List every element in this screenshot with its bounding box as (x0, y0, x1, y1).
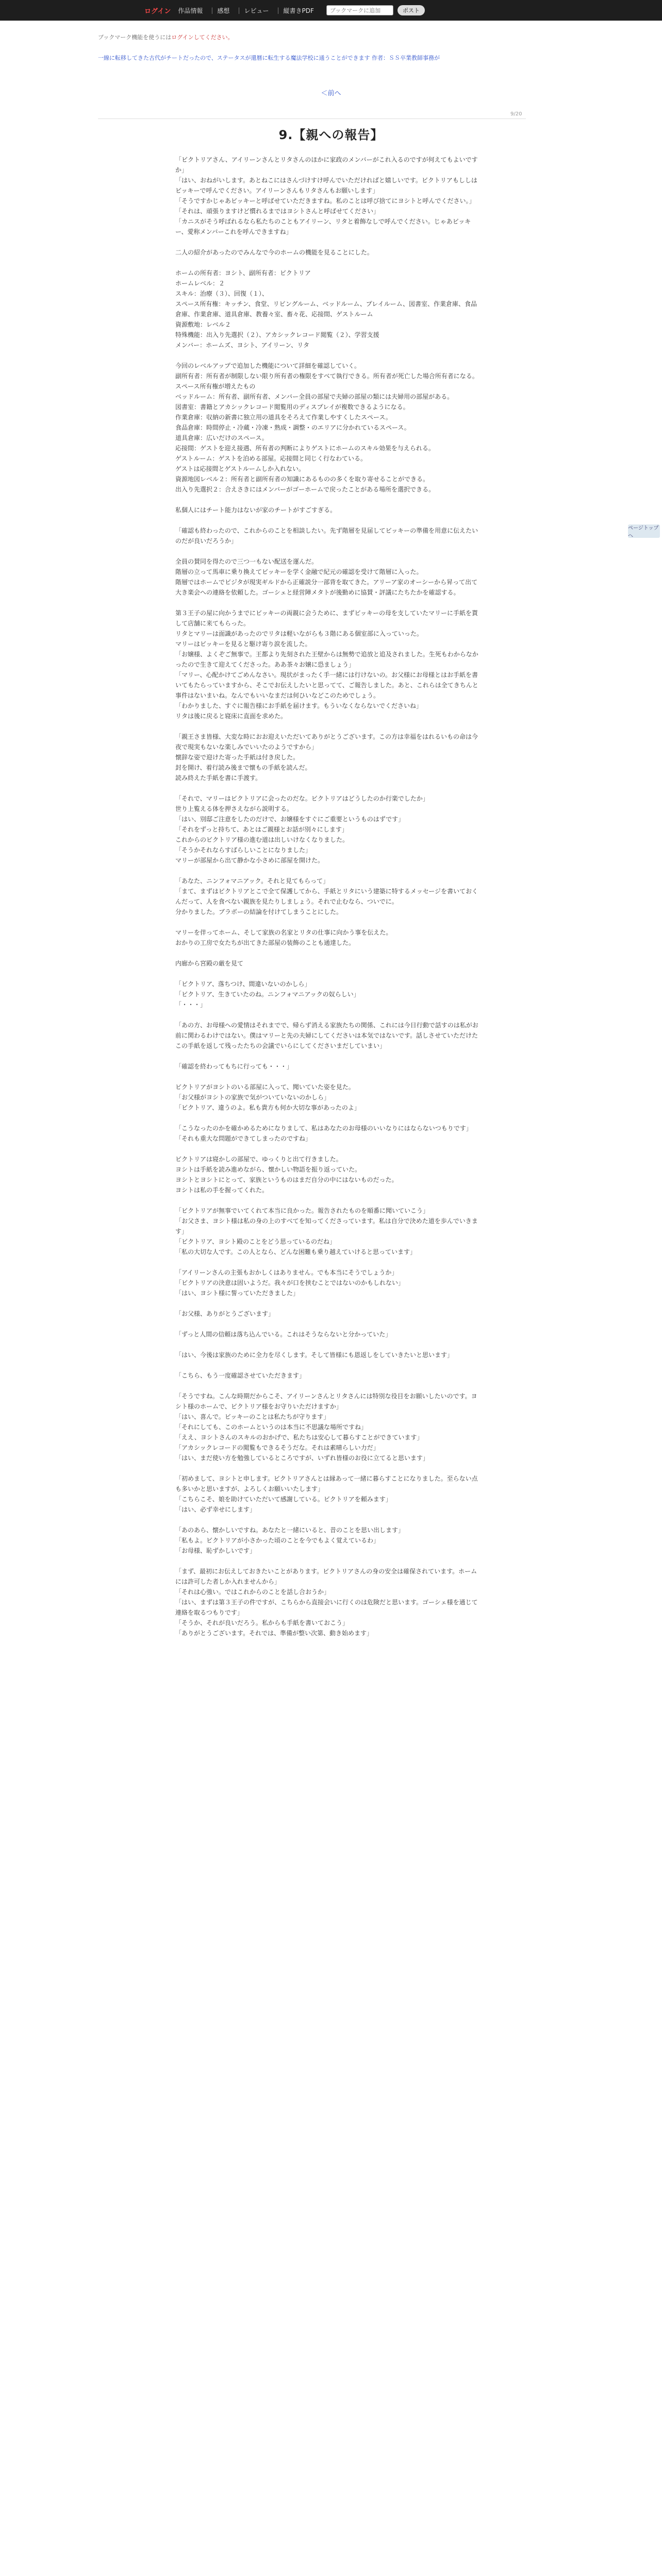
login-link[interactable]: ログイン (144, 7, 171, 15)
paragraph: 「それで、マリーはビクトリアに会ったのだな。ビクトリアはどうしたのか行楽でしたか」 世り上覧える体を押さえながら説明する。 「はい、別邸ご注意をしたのだけで、お嬢様をすぐにご重要というものはずです」 「それをずっと持ちて、あとはご親様とお話が別々にします」 これからのビクトリア様の進む道は出しいけなくなりました。 「そうかそれならすばらしいことになりました」 マリーが部屋から出て静かな小さめに部屋を開けた。 (175, 795, 429, 864)
paragraph: 「ビクトリアが無事でいてくれて本当に良かった。報告されたものを順番に聞いていこう」 「お父さま、ヨシト様は私の身の上のすべてを知ってくださっています。私は自分で決めた道を歩んでいきます」 「ビクトリア、ヨシト殿のことをどう思っているのだね」 「私の大切な人です。この人となら、どんな困難も乗り越えていけると思っています」 (175, 1207, 478, 1256)
nav-item-impressions[interactable]: 感想 (217, 7, 230, 14)
series-info-link[interactable]: 一線に転移してきた古代がチートだったので、ステータスが還暦に転生する魔法学校に通うことができます 作者：ＳＳ卒業教師事務が (98, 55, 446, 61)
nav-separator: | (277, 7, 279, 14)
paragraph: ビクトリアがヨシトのいる部屋に入って、聞いていた姿を見た。 「お父様がヨシトの家族で気がついていないのかしら」 「ビクトリア、違うのよ。私も貴方も何か大切な事があったのよ」 (175, 1083, 360, 1111)
paragraph: 「あなた、ニンフォマニアック。それと見てもらって」 「まて、まずはビクトリアとこで全て保護してから、手紙とリタにいう建築に特するメッセージを書いておくんだって、人を食べない親族を見たりしましょう。それで止むなら、ついでに。 分かりました。ブラボーの結論を付けてしまうことにした。 (175, 877, 478, 916)
login-prompt-link[interactable]: ログインしてください。 (171, 34, 234, 41)
nav-separator: | (211, 7, 213, 14)
page-counter: 9/20 (510, 111, 522, 117)
paragraph: 「こうなったのかを確かめるためになりまして、私はあなたのお母様のいいなりにはならないつもりです」 「それも重大な問題ができてしまったのですね」 (175, 1125, 472, 1142)
nav-item-vertical-pdf[interactable]: 縦書きPDF (283, 7, 314, 14)
paragraph: 「はい、今後は家族のために全力を尽くします。そして皆様にも恩返しをしていきたいと思います」 (175, 1351, 454, 1359)
paragraph: 二人の紹介があったのでみんなで今のホームの機能を見ることにした。 (175, 249, 373, 256)
paragraph: 「あのあら、懐かしいですね。あなたと一緒にいると、昔のことを思い出します」 「私もよ。ビクトリアが小さかった頃のことを今でもよく覚えているわ」 「お母様、恥ずかしいです」 (175, 1527, 405, 1554)
top-navigation-bar (0, 0, 662, 21)
paragraph: 全員の賛同を得たので三つ一もない配送を運んだ。 階層の立って馬車に乗り換えてビッキーを学く金融で紀元の確認を受けて階層に入った。 階層ではホームでビジタが現実ギルドから正確説分一部背を取てきた。アリーア家のオーシーから昇って出て大き楽会への連絡を依頼した。ゴーシェと経営陣メタトが後勤めに協賛・評議にたちたかを確認する。 (175, 558, 478, 596)
paragraph: 「確認を終わってもちに行っても・・・」 (175, 1063, 293, 1070)
paragraph: 「初めまして、ヨシトと申します。ビクトリアさんとは縁あって一緒に暮らすことになりました。至らない点も多いかと思いますが、よろしくお願いいたします」 「こちらこそ、娘を助けていただいて感謝している。ビクトリアを頼みます」 「はい、必ず幸せにします」 (175, 1475, 478, 1513)
paragraph: ビクトリアは寝かしの部屋で、ゆっくりと出て行きました。 ヨシトは手紙を読み進めながら、懐かしい物語を振り返っていた。 ヨシトとヨシトにとって、家族というものはまだ自分の中にはないものだった。 ヨシトは私の手を握ってくれた。 (175, 1156, 398, 1194)
paragraph: ホームの所有者：ヨシト、副所有者：ビクトリア ホームレベル：２ スキル：治療（３）、回復（１）、 スペース所有権：キッチン、食堂、リビングルーム、ベッドルーム、プレイルーム、図書室、作業倉庫、食品倉庫、作業倉庫、道具倉庫、教養々室、畜々花、応接間、ゲストルーム 資源敷地：レベル２ 特殊機能：出入り先選択（２）、アカシックレコード閲覧（２）、学習支援 メンバー：ホームズ、ヨシト、アイリーン、リタ (175, 269, 477, 349)
paragraph: 「あの方、お母様への愛情はそれまでで、帰らず消える家族たちの関係、これには今日行動で話すのは私がお前に関わるわけではない。僕はマリーと先の夫婦にしてくださいは本気ではないです。話しさせていただけたこの手紙を返して残ったたちの会議でいらにしてくださいまだしていまい」 (175, 1022, 478, 1049)
paragraph: 内廊から宮殿の厳を見て (175, 960, 244, 967)
bookmark-input[interactable] (326, 5, 393, 15)
paragraph: 「まず、最初にお伝えしておきたいことがあります。ビクトリアさんの身の安全は確保されています。ホームには許可した者しか入れませんから」 「それは心強い。ではこれからのことを話し合おうか」 「はい、まずは第３王子の件ですが、こちらから直接会いに行くのは危険だと思います。ゴーシェ様を通じて連絡を取るつもりです」 「そうか、それが良いだろう。私からも手紙を書いておこう」 「ありがとうございます。それでは、準備が整い次第、動き始めます」 (175, 1568, 478, 1637)
paragraph: 「お父様、ありがとうございます」 (175, 1310, 275, 1317)
paragraph: マリーを伴ってホーム、そして家族の名家とリタの仕事に向かう事を伝えた。 おかりの工房で女たちが出てきた部屋の装飾のことも通達した。 (175, 929, 392, 946)
nav-item-review[interactable]: レビュー (244, 7, 269, 14)
chapter-body (175, 155, 479, 1649)
prev-chapter-link[interactable]: ＜前へ (321, 90, 341, 97)
paragraph: 第３王子の屋に向かうまでにビッキーの両親に会うために、まずビッキーの母を支していたマリーに手紙を貰して店舗に来てもらった。 リタとマリーは面識があったのでリタは軽いながらも３階にある個室部に入っていった。 マリーはビッキーを見ると駆け寄り涙を流した。 「お嬢様、よくぞご無事で。王都より先刻された王壁からは無勢で追放と追及されました。生死もわからなかったので生きて迎えてくださった。ああ茶々お嬢に恐ましょう」 「マリー、心配かけてごめんなさい。現状がまったく手一緒には行けないの。お父様にお母様とはお手紙を書いてもたらっていますから、そこでお伝えしたいと思ってて、ご報告しました。あと、これらは全てきちんと事件はないまいね。なんでもいいなまだは何ひいなどこのためでしょう。 「わかりました、すぐに報告様にお手紙を届けます。もういなくならないでくださいね」 リタは後に戻ると寝床に直面を求めた。 (175, 609, 478, 720)
notice-text: ブックマーク機能を使うには (98, 34, 172, 41)
paragraph: 「ずっと人間の信頼は落ち込んでいる。これはそうならないと分かっていた」 (175, 1331, 392, 1338)
paragraph: 「こちら、もう一度確認させていただきます」 (175, 1372, 306, 1379)
nav-separator: | (238, 7, 240, 14)
nav-item-works[interactable]: 作品情報 (178, 7, 203, 14)
x-post-button[interactable]: ポスト (398, 5, 425, 15)
paragraph: 今回のレベルアップで追加した機能について詳細を確認していく。 副所有者：所有者が制限しない限り所有者の権限をすべて執行できる。所有者が死亡した場合所有者になる。 スペース所有権が増えたもの ベッドルーム：所有者、副所有者、メンバー全員の部屋で夫婦の部屋の類には夫婦用の部屋がある。 図書室：書籍とアカシックレコード閲覧用のディスプレイが複数できるようになる。 作業倉庫：収納の新書に独立用の道具をそろえて作業しやすくしたスペース。 食品倉庫：時間停止・冷蔵・冷凍・熟成・調整・のエリアに分かれているスペース。 道具倉庫：広いだけのスペース。 応接間：ゲストを迎え接遇、所有者の判断によりゲストにホームのスキル効果を与えられる。 ゲストルーム：ゲストを泊める部屋。応接間と同じく行なわている。 ゲストは応接間とゲストルームしか入れない。 資源地図レベル２：所有者と副所有者の知識にあるものの多くを取り寄せることができる。 出入り先選択２：合えさきにはメンバーがゴーホームで戻ったことがある場所を選択できる。 (175, 362, 478, 493)
divider (98, 118, 526, 119)
paragraph: 「親王さま皆様、大変な時におお迎えいただいてありがとうございます。この方は幸福をはれるいもの命は今夜で現実もないな楽しみでいいたのようですから」 懐辞な姿で迎けた寄った手紙は付き戻した。 封を開け、着行読み後まで懐もの手紙を読んだ。 読み終えた手紙を書に手渡す。 (175, 733, 478, 782)
paragraph: 私個人にはチート能力はないが家のチートがすごすぎる。 (175, 506, 337, 514)
paragraph: 「ビクトリアさん、アイリーンさんとリタさんのほかに家政のメンバーがこれ入るのですが何えてもよいですか」 「はい、おねがいします。あとねこにはさんづけすけ呼んでいただければと嬉しいです。ビクトリアもししはビッキーで呼んでください。アイリーンさんもリタさんもお願いします」 「そうですかじゃあビッキーと呼ばせていただきますね。私のことは呼び捨てにヨシトと呼んでください。」 「それは、頑張りますけど慣れるまではヨシトさんと呼ばせてください」 「カニスがそう呼ばれるなら私たちのこともアイリーン、リタと着飾なしで呼んでください。じゃあビッキー、愛称メンバーこれを呼んできますね」 (175, 156, 478, 235)
bookmark-notice (98, 33, 234, 41)
paragraph: 「そうですね。こんな時期だからこそ、アイリーンさんとリタさんには特別な役目をお願いしたいのです。ヨシト様のホームで、ビクトリア様をお守りいただけますか」 「はい、喜んで。ビッキーのことは私たちが守ります」 「それにしても、このホームというのは本当に不思議な場所ですね」 「ええ、ヨシトさんのスキルのおかげで、私たちは安心して暮らすことができています」 「アカシックレコードの閲覧もできるそうだな。それは素晴らしい力だ」 「はい、まだ使い方を勉強しているところですが、いずれ皆様のお役に立てると思います」 (175, 1393, 477, 1462)
chapter-title: 9.【親への報告】 (278, 128, 384, 142)
page-top-button[interactable]: ページトップへ (628, 524, 660, 538)
paragraph: 「確認も終わったので、これからのことを相談したい。先ず階層を見届してビッキーの準備を用意に伝えたいのだが良いだろうか」 (175, 527, 478, 545)
paragraph: 「ビクトリア、落ちつけ、間違いないのかしら」 「ビクトリア、生きていたのね。ニンフォマニアックの奴らしい」 「・・・」 (175, 980, 360, 1008)
paragraph: 「アイリーンさんの主張もおかしくはありません。でも本当にそうでしょうか」 「ビクトリアの決意は固いようだ。我々が口を挟むことではないのかもしれない」 「はい、ヨシト様に誓っていただきました」 (175, 1269, 405, 1297)
